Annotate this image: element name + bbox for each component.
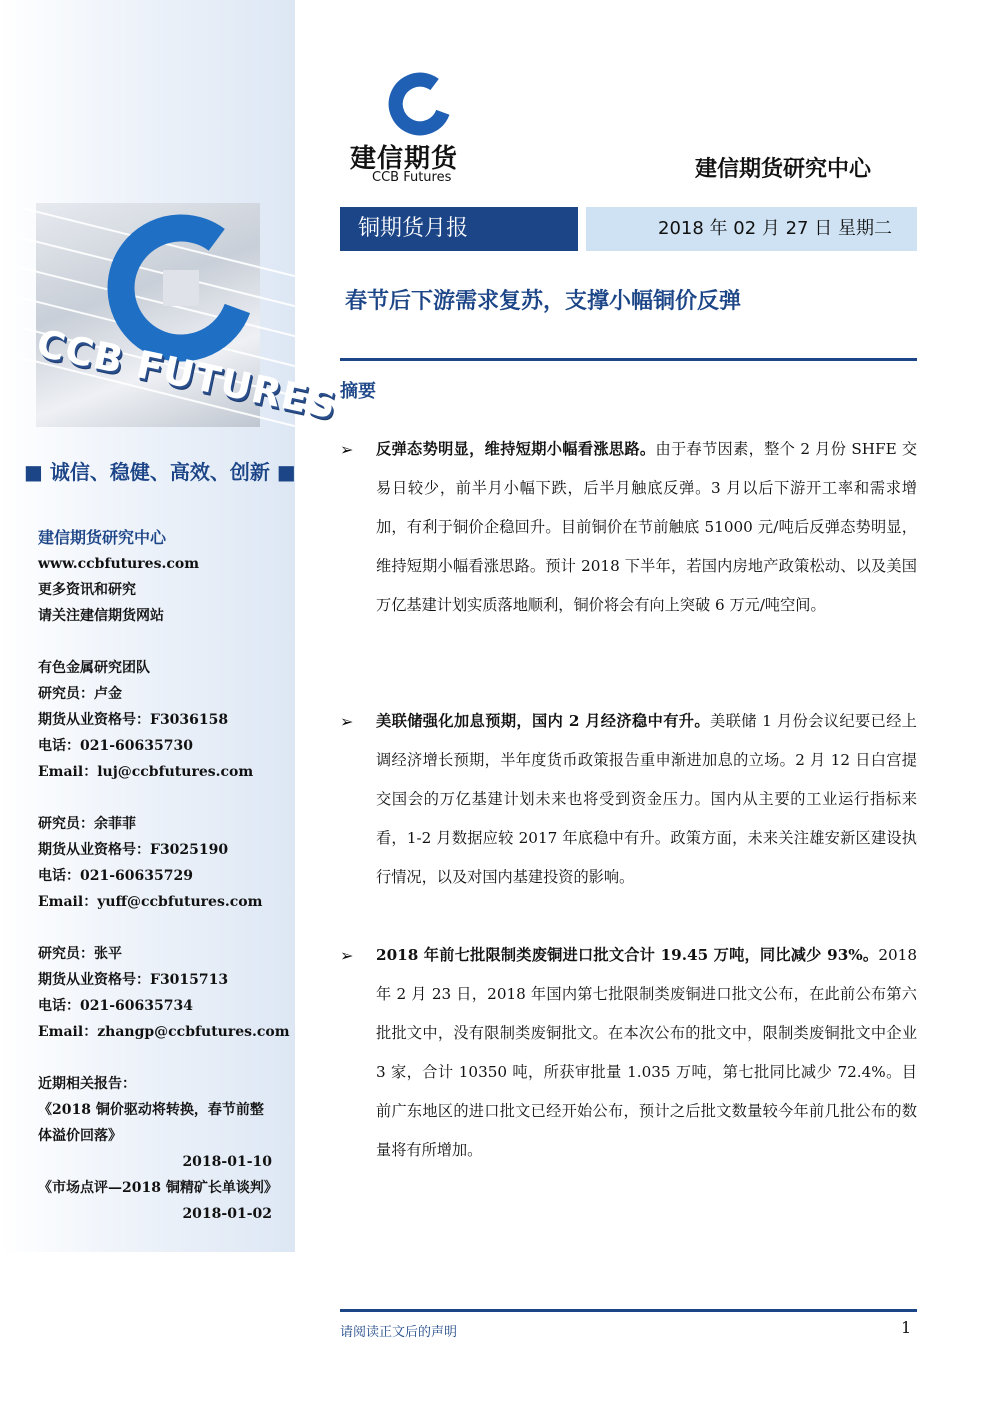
researcher-card xyxy=(38,941,290,1045)
researcher-email[interactable]: Email：zhangp@ccbfutures.com xyxy=(38,1024,290,1040)
researcher-license: 期货从业资格号：F3015713 xyxy=(38,972,229,988)
researcher-phone: 电话：021-60635734 xyxy=(38,998,193,1014)
research-team xyxy=(38,655,253,785)
logo-english-name: CCB Futures xyxy=(372,170,452,185)
company-motto: ■ 诚信、稳健、高效、创新 ■ xyxy=(24,460,296,484)
arrow-bullet-icon: ➢ xyxy=(340,440,354,459)
researcher-phone: 电话：021-60635730 xyxy=(38,738,193,754)
bullet-body: 美联储 1 月份会议纪要已经上调经济增长预期，半年度货币政策报告重申渐进加息的立场。2 月 12 日白宫提交国会的万亿基建计划未来也将受到资金压力。国内从主要的工业运行指标来看，1-2 月数据应较 2017 年底稳中有升。政策方面，未来关注雄安新区建设执行情况，以及对国内基建投资的影响。 xyxy=(376,712,917,886)
bullet-lead: 美联储强化加息预期，国内 2 月经济稳中有升。 xyxy=(376,712,711,730)
summary-bullet xyxy=(340,430,917,625)
researcher-name: 研究员：张平 xyxy=(38,946,122,962)
ccb-logo-icon xyxy=(388,72,452,136)
divider xyxy=(340,358,917,361)
related-report-date: 2018-01-02 xyxy=(182,1206,272,1222)
company-logo xyxy=(350,72,490,187)
website-link[interactable]: www.ccbfutures.com xyxy=(38,556,200,572)
researcher-phone: 电话：021-60635729 xyxy=(38,868,193,884)
sidebar xyxy=(0,0,341,1252)
disclaimer-note: 请阅读正文后的声明 xyxy=(340,1325,458,1340)
research-center-title: 建信期货研究中心 xyxy=(695,157,872,182)
team-name: 有色金属研究团队 xyxy=(38,660,150,676)
research-center-info xyxy=(38,525,199,629)
photo-brand-text: CCB FUTURES xyxy=(32,321,341,428)
bullet-body: 2018 年 2 月 23 日，2018 年国内第七批限制类废铜进口批文公布，在此前公布第六批批文中，没有限制类废铜批文。在本次公布的批文中，限制类废铜批文中企业 3 家，合计 10350 吨，所获审批量 1.035 万吨，第七批同比减少 72.4%。目前广东地区的进口批文已经开始公布，预计之后批文数量较今年前几批公布的数量将有所增加。 xyxy=(376,946,917,1159)
researcher-license: 期货从业资格号：F3036158 xyxy=(38,712,229,728)
related-reports-heading: 近期相关报告： xyxy=(38,1076,136,1092)
report-type-band: 铜期货月报 xyxy=(340,207,578,251)
summary-bullet xyxy=(340,702,917,897)
related-report-link[interactable]: 体溢价回落》 xyxy=(38,1128,122,1144)
summary-bullet xyxy=(340,936,917,1170)
related-reports xyxy=(38,1071,278,1227)
bullet-text xyxy=(376,936,917,1170)
report-headline: 春节后下游需求复苏，支撑小幅铜价反弹 xyxy=(345,289,742,314)
researcher-email[interactable]: Email：luj@ccbfutures.com xyxy=(38,764,254,780)
researcher-name: 研究员：余菲菲 xyxy=(38,816,136,832)
arrow-bullet-icon: ➢ xyxy=(340,946,354,965)
bullet-text xyxy=(376,702,917,897)
researcher-card xyxy=(38,811,262,915)
bullet-body: 由于春节因素，整个 2 月份 SHFE 交易日较少，前半月小幅下跌，后半月触底反弹。3 月以后下游开工率和需求增加，有利于铜价企稳回升。目前铜价在节前触底 51000 元/吨后反弹态势明显，维持短期小幅看涨思路。预计 2018 下半年，若国内房地产政策松动、以及美国万亿基建计划实质落地顺利，铜价将会有向上突破 6 万元/吨空间。 xyxy=(376,440,918,614)
related-report-link[interactable]: 《2018 铜价驱动将转换，春节前整 xyxy=(38,1102,264,1118)
researcher-name: 研究员：卢金 xyxy=(38,686,122,702)
researcher-email[interactable]: Email：yuff@ccbfutures.com xyxy=(38,894,263,910)
related-report-date: 2018-01-10 xyxy=(182,1154,272,1170)
footer-divider xyxy=(340,1309,917,1312)
ccb-building-photo xyxy=(32,203,341,428)
follow-text: 请关注建信期货网站 xyxy=(38,608,164,624)
bullet-text xyxy=(376,430,917,625)
summary-heading: 摘要 xyxy=(340,381,376,402)
bullet-lead: 2018 年前七批限制类废铜进口批文合计 19.45 万吨，同比减少 93%。 xyxy=(376,946,879,964)
more-info-text: 更多资讯和研究 xyxy=(38,582,136,598)
related-report-link[interactable]: 《市场点评—2018 铜精矿长单谈判》 xyxy=(38,1180,278,1196)
arrow-bullet-icon: ➢ xyxy=(340,712,354,731)
researcher-license: 期货从业资格号：F3025190 xyxy=(38,842,229,858)
bullet-lead: 反弹态势明显，维持短期小幅看涨思路。 xyxy=(376,440,656,458)
research-center-name: 建信期货研究中心 xyxy=(38,528,167,547)
page-number: 1 xyxy=(901,1318,912,1337)
logo-chinese-name: 建信期货 xyxy=(350,144,459,174)
report-date-band: 2018 年 02 月 27 日 星期二 xyxy=(586,207,917,251)
